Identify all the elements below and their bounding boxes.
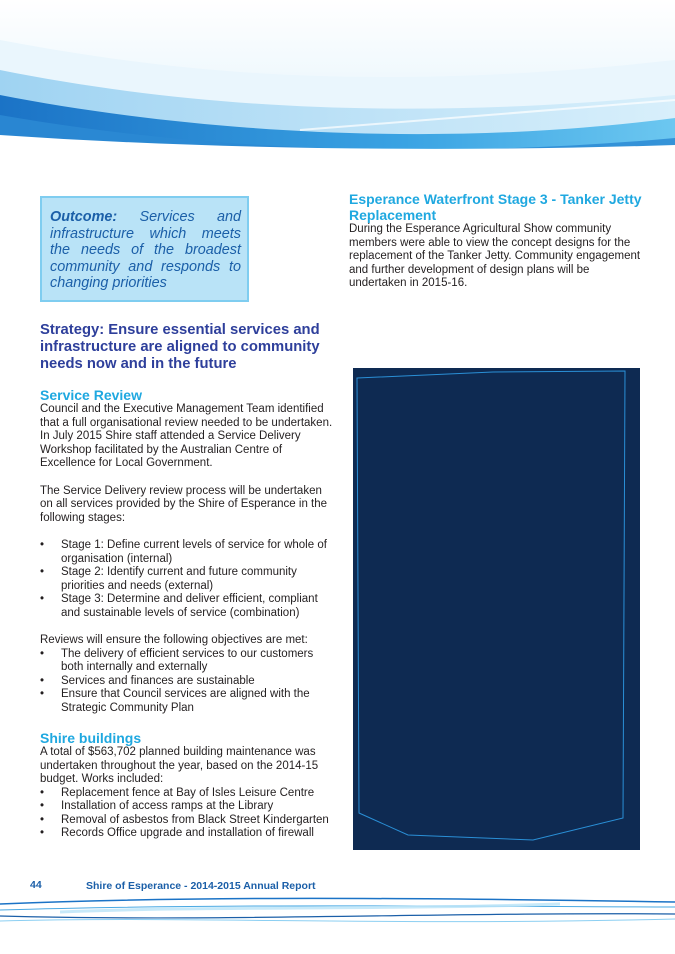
list-item: • The delivery of efficient services to our customers both internally and externally (40, 648, 335, 675)
service-review-paragraph-2: The Service Delivery review process will be undertaken on all services provided by the Shire of Esperance in the following stages: (40, 484, 328, 524)
works-list (40, 787, 335, 841)
stages-list (40, 539, 335, 620)
outcome-label: Outcome: (50, 209, 118, 225)
list-item: • Replacement fence at Bay of Isles Leisure Centre (40, 787, 335, 801)
outcome-text: Services and infrastructure which meets the needs of the broadest community and responds to changing priorities (50, 209, 241, 291)
list-item: • Installation of access ramps at the Library (40, 800, 335, 814)
header-wave-banner (0, 0, 675, 160)
list-item: • Stage 3: Determine and deliver efficient, compliant and sustainable levels of service (combination) (40, 593, 335, 620)
service-review-paragraph-1: Council and the Executive Management Team identified that a full organisational review needed to be undertaken. In July 2015 Shire staff attended a Service Delivery Workshop facilitated by the Australian Centre of Excellence for Local Government. (40, 403, 333, 469)
page-number: 44 (30, 879, 42, 891)
waterfront-heading: Esperance Waterfront Stage 3 - Tanker Jetty Replacement (349, 191, 642, 223)
right-column (349, 192, 649, 291)
list-item: • Records Office upgrade and installation of firewall (40, 827, 335, 841)
service-review-paragraph-3: Reviews will ensure the following objectives are met: (40, 634, 308, 646)
waterfront-paragraph: During the Esperance Agricultural Show community members were able to view the concept designs for the replacement of the Tanker Jetty. Community engagement and further development of design plans will be undertaken in 2015-16. (349, 223, 641, 289)
strategy-heading: Strategy: Ensure essential services and infrastructure are aligned to community needs now and in the future (40, 322, 320, 372)
footer-report-title: Shire of Esperance - 2014-2015 Annual Report (86, 880, 316, 892)
list-item: • Removal of asbestos from Black Street Kindergarten (40, 814, 335, 828)
objectives-list (40, 648, 335, 716)
list-item: • Stage 2: Identify current and future community priorities and needs (external) (40, 566, 335, 593)
list-item: • Ensure that Council services are aligned with the Strategic Community Plan (40, 688, 335, 715)
service-review-heading: Service Review (40, 387, 142, 403)
left-column (40, 388, 335, 841)
shire-buildings-paragraph: A total of $563,702 planned building maintenance was undertaken throughout the year, based on the 2014-15 budget. Works included: (40, 746, 319, 785)
list-item: • Stage 1: Define current levels of service for whole of organisation (internal) (40, 539, 335, 566)
shire-buildings-heading: Shire buildings (40, 730, 142, 746)
jetty-photo (353, 368, 640, 850)
list-item: • Services and finances are sustainable (40, 675, 335, 689)
outcome-box (40, 196, 249, 302)
footer-wave-lines (0, 892, 675, 932)
